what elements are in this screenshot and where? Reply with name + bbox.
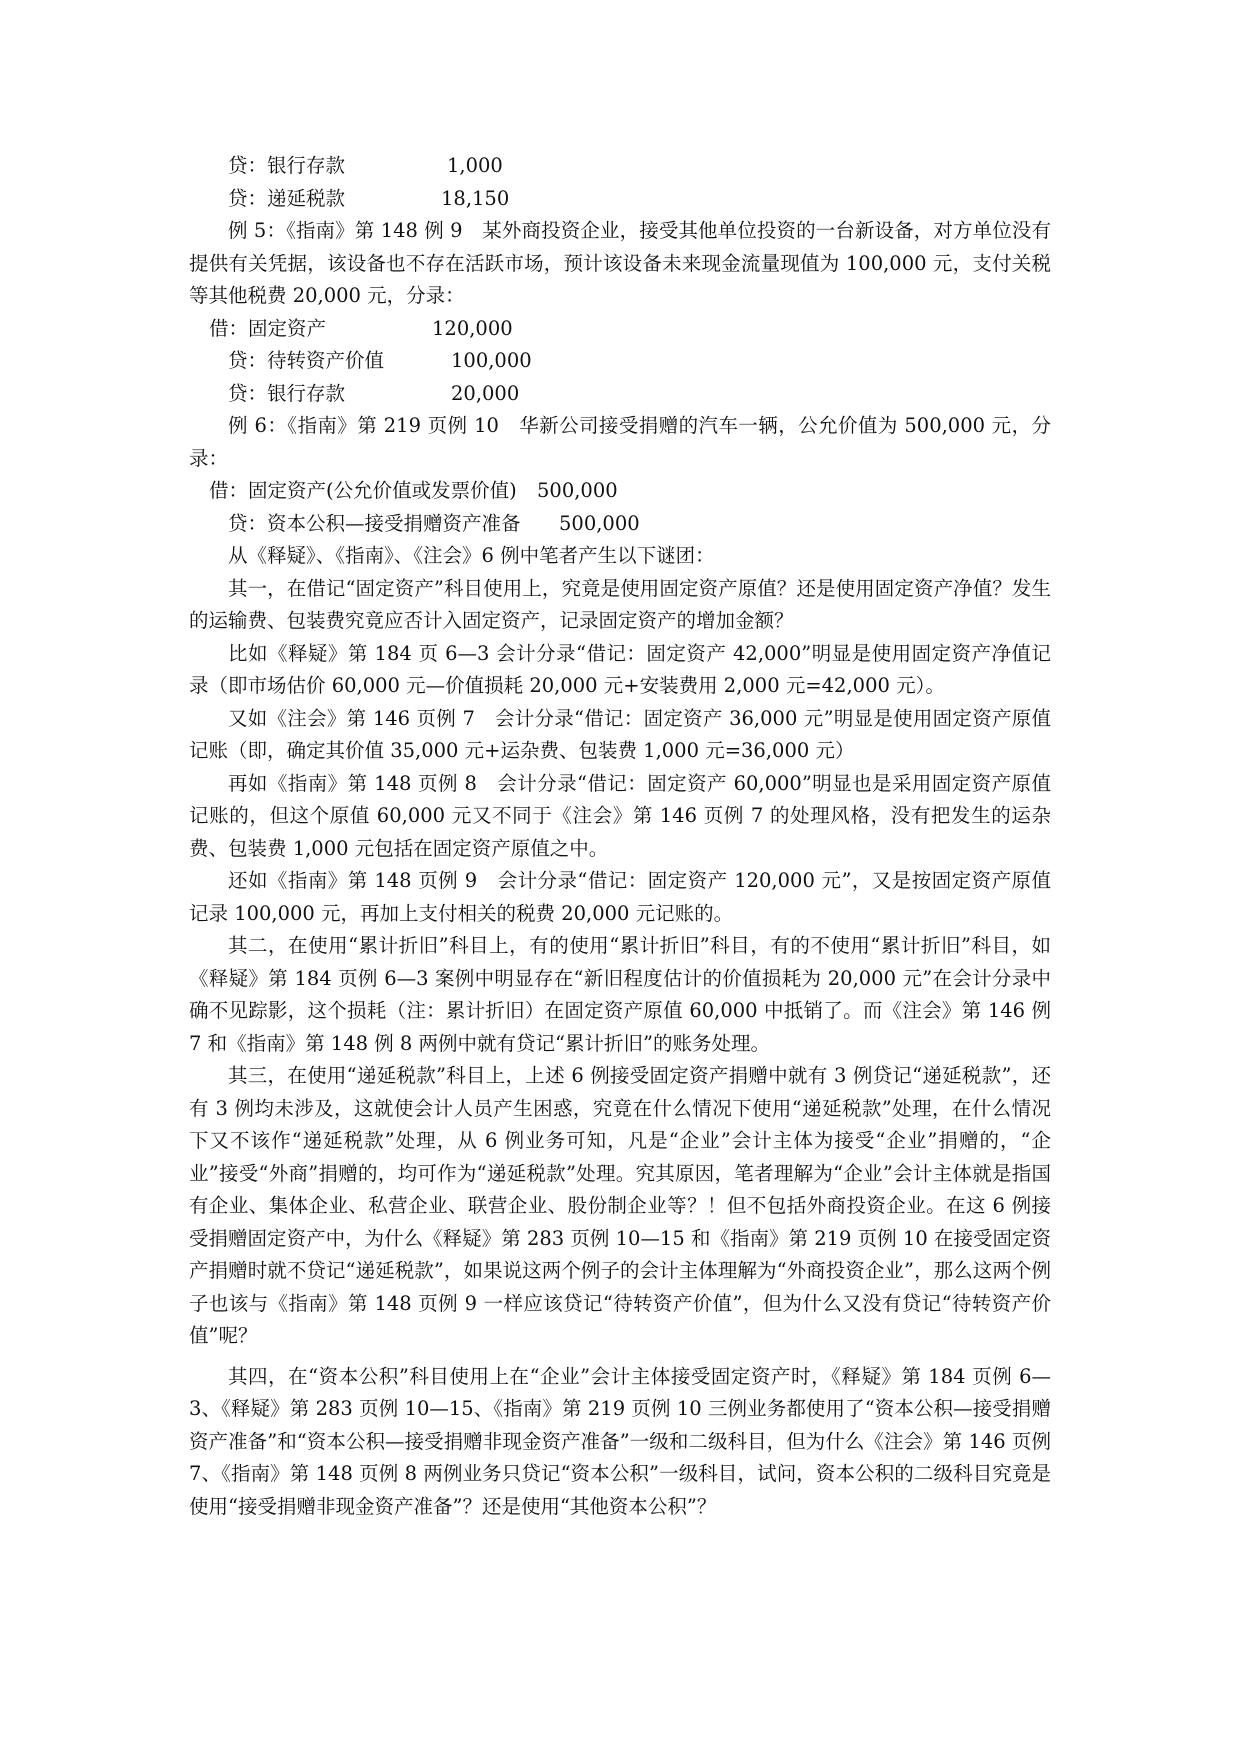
entry-label: 借：固定资产(公允价值或发票价值) [209, 479, 517, 502]
body-paragraph: 又如《注会》第 146 页例 7 会计分录“借记：固定资产 36,000 元”明显是使用固定资产原值记账（即，确定其价值 35,000 元+运杂费、包装费 1,000 元=36,000 元） [189, 706, 1051, 762]
body-paragraph: 还如《指南》第 148 页例 9 会计分录“借记：固定资产 120,000 元”，又是按固定资产原值记录 100,000 元，再加上支付相关的税费 20,000 元记账的。 [189, 869, 1051, 925]
body-paragraph: 比如《释疑》第 184 页 6—3 会计分录“借记：固定资产 42,000”明显是使用固定资产净值记录（即市场估价 60,000 元—价值损耗 20,000 元+安装费用 2,000 元=42,000 元）。 [189, 641, 1051, 697]
body-paragraph: 其四，在“资本公积”科目使用上在“企业”会计主体接受固定资产时，《释疑》第 184 页例 6—3、《释疑》第 283 页例 10—15、《指南》第 219 页例 10 三例业务都使用了“资本公积—接受捐赠资产准备”和“资本公积—接受捐赠非现金资产准备”一级和二级科目，但为什么《注会》第 146 页例 7、《指南》第 148 页例 8 两例业务只贷记“资本公积”一级科目，试问，资本公积的二级科目究竟是使用“接受捐赠非现金资产准备”？还是使用“其他资本公积”？ [189, 1364, 1051, 1518]
example-6-paragraph: 例 6：《指南》第 219 页例 10 华新公司接受捐赠的汽车一辆，公允价值为 500,000 元，分录： [189, 414, 1051, 470]
entry-amount: 18,150 [441, 186, 510, 210]
document-body [189, 150, 1051, 1523]
entry-label: 贷：银行存款 [228, 154, 346, 177]
entry-amount: 1,000 [447, 154, 503, 177]
journal-entry [189, 345, 1051, 378]
journal-entry [189, 378, 1051, 411]
entry-amount: 500,000 [537, 479, 618, 502]
entry-amount: 100,000 [451, 349, 532, 372]
body-paragraph: 其三，在使用“递延税款”科目上，上述 6 例接受固定资产捐赠中就有 3 例贷记“递延税款”，还有 3 例均未涉及，这就使会计人员产生困惑，究竟在什么情况下使用“递延税款”处理，在什么情况下又不该作“递延税款”处理，从 6 例业务可知，凡是“企业”会计主体为接受“企业”捐赠的，“企业”接受“外商”捐赠的，均可作为“递延税款”处理。究其原因，笔者理解为“企业”会计主体就是指国有企业、集体企业、私营企业、联营企业、股份制企业等？！但不包括外商投资企业。在这 6 例接受捐赠固定资产中，为什么《释疑》第 283 页例 10—15 和《指南》第 219 页例 10 在接受固定资产捐赠时就不贷记“递延税款”，如果说这两个例子的会计主体理解为“外商投资企业”，那么这两个例子也该与《指南》第 148 页例 9 一样应该贷记“待转资产价值”，但为什么又没有贷记“待转资产价值”呢？ [189, 1064, 1051, 1347]
entry-label: 贷：待转资产价值 [228, 349, 385, 372]
body-paragraph: 从《释疑》、《指南》、《注会》6 例中笔者产生以下谜团： [228, 544, 715, 567]
body-paragraph: 再如《指南》第 148 页例 8 会计分录“借记：固定资产 60,000”明显也是采用固定资产原值记账的，但这个原值 60,000 元又不同于《注会》第 146 页例 7 的处理风格，没有把发生的运杂费、包装费 1,000 元包括在固定资产原值之中。 [189, 771, 1051, 860]
example-5-paragraph: 例 5：《指南》第 148 例 9 某外商投资企业，接受其他单位投资的一台新设备，对方单位没有提供有关凭据，该设备也不存在活跃市场，预计该设备未来现金流量现值为 100,000 元，支付关税等其他税费 20,000 元，分录： [189, 219, 1051, 307]
entry-label: 借：固定资产 [209, 316, 327, 340]
body-paragraph: 其二，在使用“累计折旧”科目上，有的使用“累计折旧”科目，有的不使用“累计折旧”科目，如《释疑》第 184 页例 6—3 案例中明显存在“新旧程度估计的价值损耗为 20,000 元”在会计分录中确不见踪影，这个损耗（注：累计折旧）在固定资产原值 60,000 中抵销了。而《注会》第 146 例 7 和《指南》第 148 例 8 两例中就有贷记“累计折旧”的账务处理。 [189, 934, 1051, 1055]
journal-entry [189, 183, 1051, 216]
entry-label: 贷：递延税款 [228, 186, 346, 210]
entry-label: 贷：资本公积—接受捐赠资产准备 [228, 511, 521, 535]
journal-entry [189, 313, 1051, 346]
journal-entry [189, 150, 1051, 183]
journal-entry [189, 475, 1051, 508]
paragraph-gap [189, 1353, 1051, 1361]
body-paragraph: 其一，在借记“固定资产”科目使用上，究竟是使用固定资产原值？还是使用固定资产净值？发生的运输费、包装费究竟应否计入固定资产，记录固定资产的增加金额？ [189, 576, 1051, 632]
entry-amount: 120,000 [432, 316, 513, 340]
entry-amount: 500,000 [559, 511, 640, 535]
journal-entry [189, 508, 1051, 541]
entry-amount: 20,000 [451, 381, 520, 405]
entry-label: 贷：银行存款 [228, 381, 346, 405]
